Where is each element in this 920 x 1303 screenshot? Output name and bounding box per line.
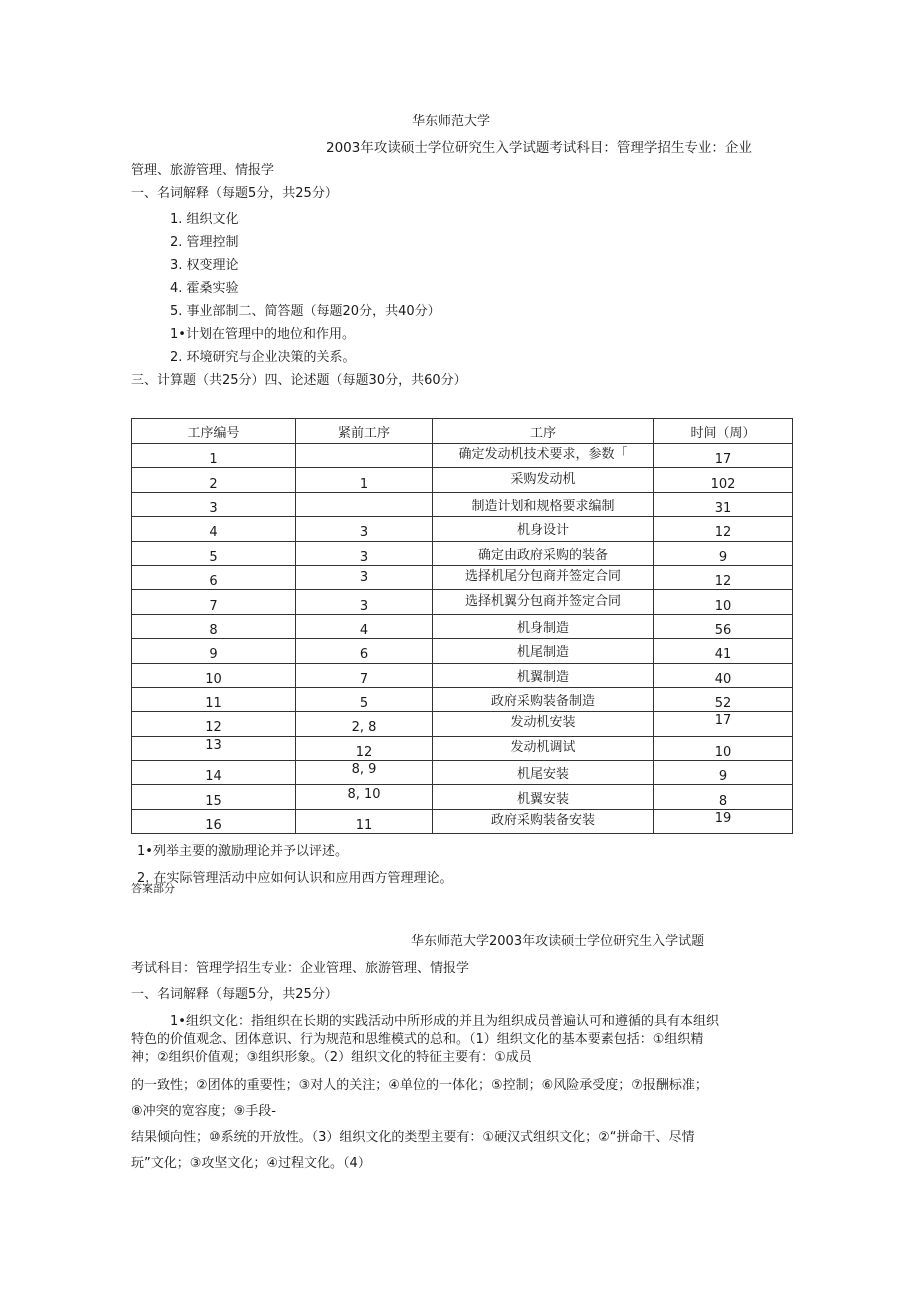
- table-cell: 确定由政府采购的装备: [433, 541, 654, 565]
- table-cell: 机翼安装: [433, 785, 654, 809]
- table-cell: 11: [132, 687, 296, 711]
- answer-paragraph-line: 玩”文化；③攻坚文化；④过程文化。（4）: [131, 1156, 371, 1171]
- table-cell: 机尾安装: [433, 761, 654, 785]
- university-title: 华东师范大学: [412, 114, 491, 129]
- answer-paragraph-line: 的一致性；②团体的重要性；③对人的关注；④单位的一体化；⑤控制；⑥风险承受度；⑦报酬标准；: [131, 1078, 708, 1093]
- table-cell: 政府采购装备制造: [433, 687, 654, 711]
- table-cell: 12: [654, 565, 793, 589]
- section1-title: 一、名词解释（每题5分，共25分）: [131, 186, 338, 201]
- table-row: [132, 785, 793, 809]
- table-cell: 政府采购装备安装: [433, 809, 654, 833]
- table-row: [132, 639, 793, 663]
- table-cell: 4: [132, 517, 296, 541]
- table-cell: 14: [132, 761, 296, 785]
- table-cell: 9: [654, 541, 793, 565]
- table-cell: 制造计划和规格要求编制: [433, 492, 654, 516]
- table-cell: 17: [654, 712, 793, 736]
- answer-paragraph-line: 神；②组织价值观；③组织形象。（2）组织文化的特征主要有：①成员: [131, 1050, 532, 1065]
- table-cell: 机尾制造: [433, 639, 654, 663]
- table-cell: 10: [654, 736, 793, 760]
- exam-line: 2003年攻读硕士学位研究生入学试题考试科目：管理学招生专业：企业: [326, 140, 752, 156]
- process-table: [131, 418, 793, 834]
- table-cell: 5: [296, 687, 433, 711]
- answer-subject-line: 考试科目：管理学招生专业：企业管理、旅游管理、情报学: [131, 961, 470, 976]
- table-cell: 19: [654, 809, 793, 833]
- list-item: 2. 在实际管理活动中应如何认识和应用西方管理理论。: [137, 871, 453, 886]
- table-cell: 3: [296, 541, 433, 565]
- list-item: 5. 事业部制二、简答题（每题20分，共40分）: [170, 304, 441, 319]
- table-cell: 13: [132, 736, 296, 760]
- list-item: 2. 管理控制: [170, 235, 239, 250]
- table-cell: 11: [296, 809, 433, 833]
- answer-paragraph-line: 结果倾向性；⑩系统的开放性。（3）组织文化的类型主要有：①硬汉式组织文化；②“拼命干、尽情: [131, 1130, 695, 1145]
- table-cell: 10: [132, 663, 296, 687]
- table-cell: 8, 10: [296, 785, 433, 809]
- list-item: 1•计划在管理中的地位和作用。: [170, 327, 355, 342]
- table-cell: 52: [654, 687, 793, 711]
- table-cell: 9: [132, 639, 296, 663]
- table-cell: 机翼制造: [433, 663, 654, 687]
- table-cell: 41: [654, 639, 793, 663]
- table-cell: 6: [132, 565, 296, 589]
- table-row: [132, 663, 793, 687]
- table-cell: 8: [654, 785, 793, 809]
- table-cell: 16: [132, 809, 296, 833]
- answer-title: 华东师范大学2003年攻读硕士学位研究生入学试题: [411, 934, 705, 949]
- table-cell: 5: [132, 541, 296, 565]
- table-cell: 选择机尾分包商并签定合同: [433, 565, 654, 589]
- table-cell: 发动机安装: [433, 712, 654, 736]
- table-cell: 31: [654, 492, 793, 516]
- answer-paragraph-line: 1•组织文化：指组织在长期的实践活动中所形成的并且为组织成员普遍认可和遵循的具有本组织: [170, 1014, 719, 1029]
- table-cell: 选择机翼分包商并签定合同: [433, 590, 654, 614]
- list-item: 2. 环境研究与企业决策的关系。: [170, 350, 356, 365]
- table-cell: 9: [654, 761, 793, 785]
- table-row: [132, 614, 793, 638]
- table-row: [132, 712, 793, 736]
- table-cell: 10: [654, 590, 793, 614]
- list-item: 3. 权变理论: [170, 258, 239, 273]
- list-item: 1•列举主要的激励理论并予以评述。: [137, 844, 348, 859]
- table-cell: 3: [296, 565, 433, 589]
- table-cell: 3: [296, 590, 433, 614]
- table-cell: 发动机调试: [433, 736, 654, 760]
- list-item: 4. 霍桑实验: [170, 281, 239, 296]
- table-cell: 7: [132, 590, 296, 614]
- list-item: 1. 组织文化: [170, 212, 239, 227]
- table-row: [132, 809, 793, 833]
- table-cell: 6: [296, 639, 433, 663]
- table-cell: 采购发动机: [433, 468, 654, 492]
- table-header-row: [132, 419, 793, 444]
- answer-label: 答案部分: [131, 882, 175, 895]
- table-cell: 17: [654, 444, 793, 468]
- table-cell: 12: [654, 517, 793, 541]
- table-row: [132, 761, 793, 785]
- majors-line: 管理、旅游管理、情报学: [131, 163, 275, 178]
- table-cell: 3: [132, 492, 296, 516]
- answer-paragraph-line: 特色的价值观念、团体意识、行为规范和思维模式的总和。（1）组织文化的基本要素包括：①组织精: [131, 1032, 704, 1047]
- table-cell: 2, 8: [296, 712, 433, 736]
- header-cell: 时间（周）: [654, 419, 793, 444]
- header-cell: 工序编号: [132, 419, 296, 444]
- answer-section-title: 一、名词解释（每题5分，共25分）: [131, 987, 338, 1002]
- table-row: [132, 541, 793, 565]
- table-cell: 机身设计: [433, 517, 654, 541]
- table-cell: 确定发动机技术要求，参数「: [433, 444, 654, 468]
- table-cell: 机身制造: [433, 614, 654, 638]
- table-cell: 2: [132, 468, 296, 492]
- section3-title: 三、计算题（共25分）四、论述题（每题30分，共60分）: [131, 373, 467, 388]
- table-row: [132, 687, 793, 711]
- table-cell: 4: [296, 614, 433, 638]
- header-cell: 紧前工序: [296, 419, 433, 444]
- table-row: [132, 444, 793, 468]
- table-cell: 8, 9: [296, 761, 433, 785]
- header-cell: 工序: [433, 419, 654, 444]
- table-cell: 3: [296, 517, 433, 541]
- table-cell: 56: [654, 614, 793, 638]
- table-cell: 1: [132, 444, 296, 468]
- table-cell: 12: [132, 712, 296, 736]
- answer-paragraph-line: ⑧冲突的宽容度；⑨手段-: [131, 1104, 276, 1119]
- table-cell: 1: [296, 468, 433, 492]
- table-cell: [296, 492, 433, 516]
- table-row: [132, 468, 793, 492]
- table-cell: 102: [654, 468, 793, 492]
- table-cell: 12: [296, 736, 433, 760]
- table-cell: [296, 444, 433, 468]
- table-row: [132, 565, 793, 589]
- table-row: [132, 492, 793, 516]
- table-row: [132, 590, 793, 614]
- table-cell: 7: [296, 663, 433, 687]
- table-row: [132, 517, 793, 541]
- table-cell: 40: [654, 663, 793, 687]
- table-cell: 15: [132, 785, 296, 809]
- table-row: [132, 736, 793, 760]
- table-cell: 8: [132, 614, 296, 638]
